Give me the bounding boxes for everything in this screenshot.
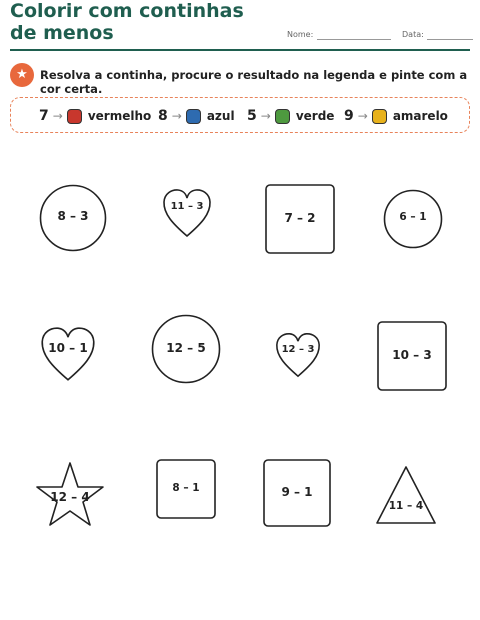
- legend-color-name: vermelho: [87, 109, 152, 123]
- name-label: Nome:: [287, 30, 314, 39]
- math-expression: 12 – 5: [166, 341, 206, 355]
- square-shape-1[interactable]: [265, 184, 335, 254]
- math-expression: 11 – 4: [388, 500, 424, 512]
- legend-number: 5: [247, 108, 257, 124]
- arrow-icon: →: [171, 109, 182, 123]
- legend-color-name: azul: [206, 109, 235, 123]
- color-legend: [10, 97, 470, 133]
- triangle-outline: [375, 465, 437, 525]
- heart-shape-2[interactable]: [40, 326, 96, 382]
- square-shape-3[interactable]: [156, 459, 216, 519]
- name-date-fields: [287, 30, 473, 42]
- color-swatch: [186, 109, 201, 124]
- date-line[interactable]: [427, 39, 473, 40]
- math-expression: 6 – 1: [399, 211, 427, 223]
- math-expression: 9 – 1: [281, 485, 313, 499]
- math-expression: 10 – 3: [392, 348, 432, 362]
- color-swatch: [275, 109, 290, 124]
- arrow-icon: →: [260, 109, 271, 123]
- legend-color-name: amarelo: [392, 109, 448, 123]
- square-shape-4[interactable]: [263, 459, 331, 527]
- circle-shape-1[interactable]: [39, 184, 107, 252]
- legend-number: 7: [39, 108, 49, 124]
- worksheet-title: Colorir com continhas de menos: [10, 0, 244, 44]
- instruction-text: Resolva a continha, procure o resultado na legenda e pinte com a cor certa.: [40, 68, 468, 96]
- star-shape[interactable]: [35, 461, 105, 527]
- legend-item-azul: [158, 98, 235, 134]
- heart-shape-1[interactable]: [162, 188, 212, 238]
- circle-shape-3[interactable]: [151, 314, 221, 384]
- star-icon: ★: [10, 63, 34, 87]
- math-expression: 11 – 3: [170, 201, 204, 212]
- math-expression: 10 – 1: [48, 341, 88, 355]
- header-divider: [10, 49, 470, 51]
- math-expression: 12 – 3: [281, 344, 315, 355]
- name-line[interactable]: [317, 39, 391, 40]
- math-expression: 7 – 2: [284, 211, 316, 225]
- square-shape-2[interactable]: [377, 321, 447, 391]
- date-label: Data:: [402, 30, 424, 39]
- heart-outline: [162, 188, 212, 238]
- color-swatch: [67, 109, 82, 124]
- arrow-icon: →: [52, 109, 63, 123]
- arrow-icon: →: [357, 109, 368, 123]
- heart-shape-3[interactable]: [275, 332, 321, 378]
- color-swatch: [372, 109, 387, 124]
- circle-shape-2[interactable]: [383, 189, 443, 249]
- legend-item-vermelho: [39, 98, 151, 134]
- math-expression: 12 – 4: [50, 490, 90, 504]
- legend-item-amarelo: [344, 98, 448, 134]
- math-expression: 8 – 1: [172, 482, 200, 494]
- triangle-shape[interactable]: [375, 465, 437, 525]
- legend-number: 9: [344, 108, 354, 124]
- heart-outline: [275, 332, 321, 378]
- legend-number: 8: [158, 108, 168, 124]
- math-expression: 8 – 3: [57, 209, 89, 223]
- legend-item-verde: [247, 98, 334, 134]
- legend-color-name: verde: [295, 109, 335, 123]
